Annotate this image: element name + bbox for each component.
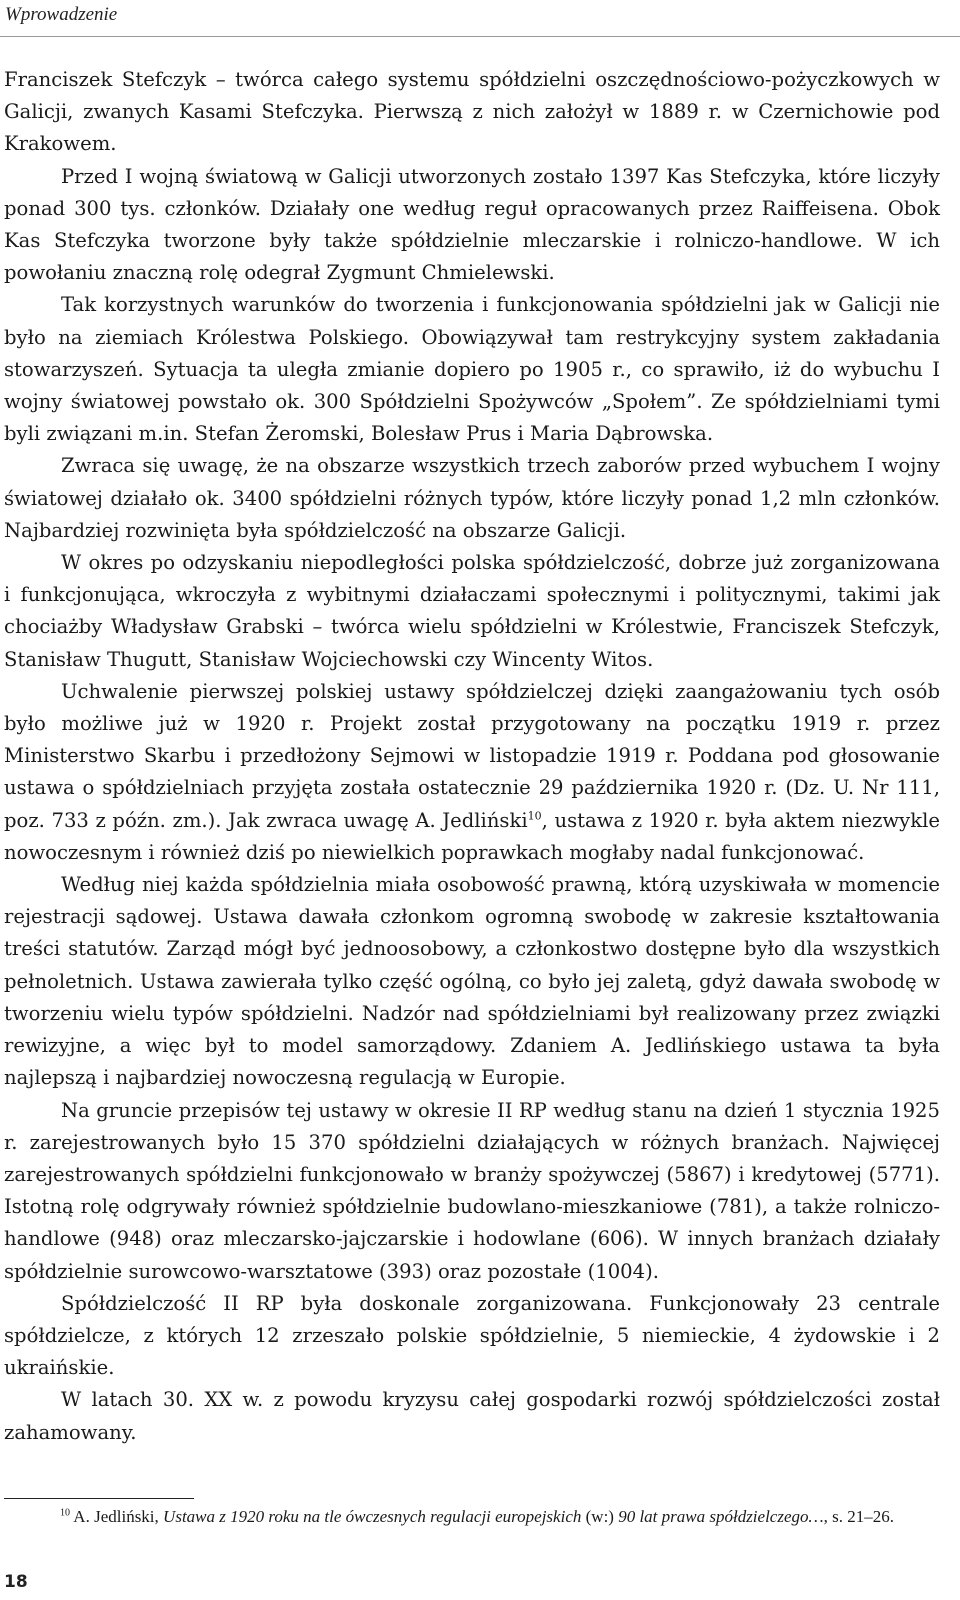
body-text <box>4 64 940 1449</box>
footnote-number: 10 <box>60 1507 70 1519</box>
paragraph-8: Na gruncie przepisów tej ustawy w okresie II RP według stanu na dzień 1 stycznia 1925 r. zarejestrowanych było 15 370 spółdzielni działających w różnych branżach. Najwięcej zarejestrowanych spółdzielni funkcjonowało w branży spożywczej (5867) i kredytowej (5771). Istotną rolę odgrywały również spółdzielnie budowlano-mieszkaniowe (781), a także rolniczo-handlowe (948) oraz mleczarsko-jajczarskie i hodowlane (606). W innych branżach działały spółdzielnie surowcowo-warsztatowe (393) oraz pozostałe (1004). <box>4 1098 940 1283</box>
paragraph-10: W latach 30. XX w. z powodu kryzysu całej gospodarki rozwój spółdzielczości został zahamowany. <box>4 1388 940 1444</box>
paragraph-6 <box>4 676 940 869</box>
paragraph-2: Przed I wojną światową w Galicji utworzonych zostało 1397 Kas Stefczyka, które liczyły ponad 300 tys. członków. Działały one według reguł opracowanych przez Raiffeisena. Obok Kas Stefczyka tworzone były także spółdzielnie mleczarskie i rolniczo-handlowe. W ich powołaniu znaczną rolę odegrał Zygmunt Chmielewski. <box>4 164 940 285</box>
paragraph-7: Według niej każda spółdzielnia miała osobowość prawną, którą uzyskiwała w momencie rejestracji sądowej. Ustawa dawała członkom ogromną swobodę w zakresie kształtowania treści statutów. Zarząd mógł być jednoosobowy, a członkostwo dostępne było dla wszystkich pełnoletnich. Ustawa zawierała tylko część ogólną, co było jej zaletą, gdyż dawała swobodę w tworzeniu wielu typów spółdzielni. Nadzór nad spółdzielniami był realizowany przez związki rewizyjne, a więc był to model samorządowy. Zdaniem A. Jedlińskiego ustawa ta była najlepszą i najbardziej nowoczesną regulacją w Europie. <box>4 873 940 1090</box>
footnote-middle: (w:) <box>581 1507 619 1526</box>
footnote-author: A. Jedliński, <box>70 1507 164 1526</box>
paragraph-4: Zwraca się uwagę, że na obszarze wszystkich trzech zaborów przed wybuchem I wojny światowej działało ok. 3400 spółdzielni różnych typów, które liczyły ponad 1,2 mln członków. Najbardziej rozwinięta była spółdzielczość na obszarze Galicji. <box>4 454 940 542</box>
footnote-rule <box>4 1498 194 1499</box>
footnote <box>60 1505 940 1529</box>
footnote-pages: , s. 21–26. <box>823 1507 894 1526</box>
paragraph-3: Tak korzystnych warunków do tworzenia i funkcjonowania spółdzielni jak w Galicji nie było na ziemiach Królestwa Polskiego. Obowiązywał tam restrykcyjny system zakładania stowarzyszeń. Sytuacja ta uległa zmianie dopiero po 1905 r., co sprawiło, iż do wybuchu I wojny światowej powstało ok. 300 Spółdzielni Spożywców „Społem”. Ze spółdzielniami tymi byli związani m.in. Stefan Żeromski, Bolesław Prus i Maria Dąbrowska. <box>4 293 940 446</box>
paragraph-6-text-b: , ustawa z 1920 r. była aktem niezwykle nowoczesnym i również dziś po niewielkich poprawkach mogłaby nadal funkcjonować. <box>4 808 940 864</box>
running-head: Wprowadzenie <box>5 4 118 25</box>
paragraph-1: Franciszek Stefczyk – twórca całego systemu spółdzielni oszczędnościowo-pożyczkowych w Galicji, zwanych Kasami Stefczyka. Pierwszą z nich założył w 1889 r. w Czernichowie pod Krakowem. <box>4 68 940 156</box>
header-rule <box>0 36 960 37</box>
paragraph-5: W okres po odzyskaniu niepodległości polska spółdzielczość, dobrze już zorganizowana i funkcjonująca, wkroczyła z wybitnymi działaczami społecznymi i politycznymi, takimi jak chociażby Władysław Grabski – twórca wielu spółdzielni w Królestwie, Franciszek Stefczyk, Stanisław Thugutt, Stanisław Wojciechowski czy Wincenty Witos. <box>4 551 940 671</box>
paragraph-9: Spółdzielczość II RP była doskonale zorganizowana. Funkcjonowały 23 centrale spółdzielcze, z których 12 zrzeszało polskie spółdzielnie, 5 niemieckie, 4 żydowskie i 2 ukraińskie. <box>4 1291 940 1380</box>
footnote-title: Ustawa z 1920 roku na tle ówczesnych regulacji europejskich <box>163 1507 582 1526</box>
page-number: 18 <box>4 1572 28 1592</box>
paragraph-6-text-a: Uchwalenie pierwszej polskiej ustawy spółdzielczej dzięki zaangażowaniu tych osób było możliwe już w 1920 r. Projekt został przygotowany na początku 1919 r. przez Ministerstwo Skarbu i przedłożony Sejmowi w listopadzie 1919 r. Poddana pod głosowanie ustawa o spółdzielniach przyjęta została ostatecznie 29 października 1920 r. (Dz. U. Nr 111, poz. 733 z późn. zm.). Jak zwraca uwagę A. Jedliński <box>4 679 940 832</box>
footnote-reference[interactable]: 10 <box>527 809 542 823</box>
footnote-book: 90 lat prawa spółdzielczego… <box>618 1507 824 1526</box>
